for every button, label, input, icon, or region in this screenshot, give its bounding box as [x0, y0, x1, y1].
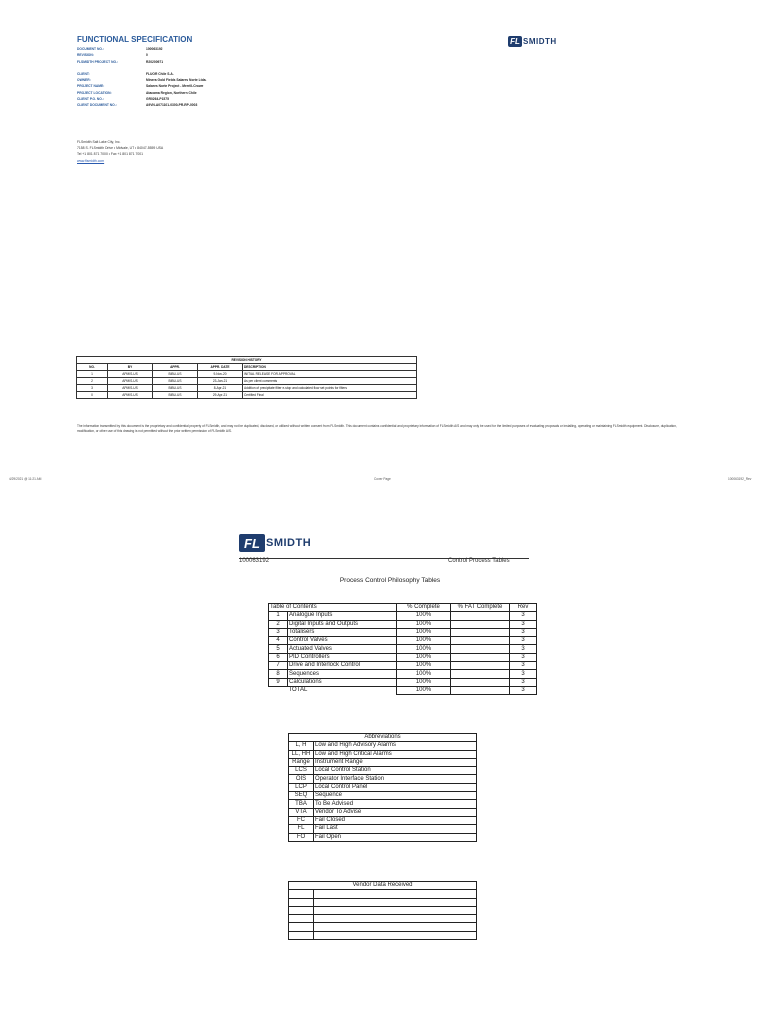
toc-number: 2: [269, 620, 288, 628]
logo-wordmark: SMIDTH: [523, 37, 557, 46]
abbreviation-meaning: Fail Last: [314, 825, 477, 833]
revision-row: [77, 378, 417, 385]
toc-rev: 3: [510, 628, 537, 636]
toc-rev: 3: [510, 645, 537, 653]
revision-cell: 2: [77, 378, 108, 385]
logo-wordmark: SMIDTH: [266, 537, 312, 549]
toc-header: % FAT Complete: [451, 604, 510, 612]
toc-title: Totalisers: [288, 628, 397, 636]
flsmidth-logo-sheet: [239, 534, 311, 552]
abbreviation-row: [289, 750, 477, 758]
toc-row: [269, 678, 537, 686]
toc-percent: 100%: [397, 662, 451, 670]
metadata-value: 0: [146, 53, 148, 58]
abbreviation-code: VTA: [289, 808, 314, 816]
website-link[interactable]: www.flsmidth.com: [77, 158, 105, 163]
abbreviation-code: Range: [289, 758, 314, 766]
sheet-heading: Process Control Philosophy Tables: [339, 577, 441, 584]
sheet-document-number: 100063192: [239, 558, 270, 564]
toc-number: 8: [269, 670, 288, 678]
toc-number: 7: [269, 662, 288, 670]
metadata-key: PROJECT NAME:: [77, 84, 105, 89]
abbreviation-row: [289, 775, 477, 783]
abbreviation-row: [289, 783, 477, 791]
toc-percent: 100%: [397, 678, 451, 686]
toc-title: PID Controllers: [288, 653, 397, 661]
revision-cell: INITIAL RELEASE FOR APPROVAL: [243, 371, 417, 378]
toc-rev: 3: [510, 653, 537, 661]
abbreviations-table: [288, 733, 477, 842]
abbreviation-meaning: Fail Open: [314, 833, 477, 841]
abbreviation-code: FO: [289, 833, 314, 841]
abbreviation-meaning: Fail Closed: [314, 816, 477, 824]
document-metadata: [77, 46, 206, 109]
metadata-value: Salares Norte Project - Merrill-Crowe: [146, 84, 204, 89]
toc-header: % Complete: [397, 604, 451, 612]
revision-cell: BIBU-US: [153, 378, 198, 385]
company-address: [77, 139, 163, 164]
abbreviation-meaning: Vendor To Advise: [314, 808, 477, 816]
confidentiality-disclaimer: The information transmitted by this document is the proprietary and confidential property of FLSmidth, and may not be duplicated, disclosed, or utilized without written consent from FLSmidth. This document contains confidential and proprietary information of FLSmidth A/S and may only be used for the limited purposes of evaluating proposals or installing, operating or maintaining FLSmidth equipment. Disclosure, duplication, modification, or other use of this drawing is not permitted without the prior written permission of FLSmidth A/S.: [77, 424, 677, 433]
toc-total-label: TOTAL: [288, 687, 308, 694]
abbreviation-row: [289, 758, 477, 766]
metadata-row: [77, 102, 206, 108]
toc-header: Table of Contents: [269, 604, 397, 612]
toc-percent: 100%: [397, 620, 451, 628]
toc-title: Calculations: [288, 678, 397, 686]
vendor-cell: [289, 923, 314, 931]
abbreviation-row: [289, 808, 477, 816]
vendor-cell: [314, 931, 477, 939]
abbreviation-meaning: To Be Advised: [314, 800, 477, 808]
vendor-row: [289, 923, 477, 931]
column-header: APPR. DATE: [198, 364, 243, 371]
abbreviation-code: FL: [289, 825, 314, 833]
logo-mark: FL: [239, 534, 265, 552]
toc-rev: 3: [510, 662, 537, 670]
toc-percent: 100%: [397, 653, 451, 661]
revision-cell: As per client comments: [243, 378, 417, 385]
abbreviation-row: [289, 742, 477, 750]
revision-row: [77, 385, 417, 392]
toc-fat: [451, 612, 510, 620]
metadata-value: 100063192: [146, 47, 163, 51]
revision-cell: 1: [77, 371, 108, 378]
column-header: NO.: [77, 364, 108, 371]
metadata-key: CLIENT P.O. NO.:: [77, 97, 104, 102]
toc-percent: 100%: [397, 612, 451, 620]
revision-cell: BIBU-US: [153, 371, 198, 378]
toc-title: Sequences: [288, 670, 397, 678]
vendor-row: [289, 890, 477, 898]
toc-rev: 3: [510, 637, 537, 645]
metadata-group-document: [77, 46, 206, 65]
metadata-value: GR0264-P1575: [146, 97, 169, 102]
revision-cell: 23-Jan-21: [198, 378, 243, 385]
toc-title: Analogue Inputs: [288, 612, 397, 620]
abbreviation-row: [289, 792, 477, 800]
revision-row: [77, 392, 417, 399]
vendor-row: [289, 906, 477, 914]
revision-cell: APMIS-US: [108, 378, 153, 385]
revision-history-title: REVISION HISTORY: [77, 357, 417, 364]
abbreviation-code: LCS: [289, 767, 314, 775]
abbreviation-meaning: Local Control Panel: [314, 783, 477, 791]
toc-row: [269, 645, 537, 653]
vendor-cell: [314, 898, 477, 906]
toc-percent: 100%: [397, 637, 451, 645]
toc-rev: 3: [510, 670, 537, 678]
metadata-key: OWNER:: [77, 78, 91, 83]
address-line: Tel +1 801 871 7000 • Fax +1 801 871 7001: [77, 152, 144, 157]
toc-fat: [451, 637, 510, 645]
toc-fat: [451, 678, 510, 686]
revision-cell: APMIS-US: [108, 371, 153, 378]
metadata-key: PROJECT LOCATION:: [77, 90, 112, 95]
metadata-value: R20200971: [146, 59, 164, 64]
abbreviation-meaning: Local Control Station: [314, 767, 477, 775]
vendor-row: [289, 915, 477, 923]
vendor-cell: [314, 923, 477, 931]
footer-timestamp: 4/29/2021 @ 11:21 AM: [9, 477, 42, 481]
toc-total-rev: 3: [510, 686, 537, 694]
vendor-cell: [289, 915, 314, 923]
toc-fat: [451, 620, 510, 628]
column-header: DESCRIPTION: [243, 364, 417, 371]
toc-fat: [451, 662, 510, 670]
revision-history-table: [76, 356, 417, 399]
abbreviation-row: [289, 833, 477, 841]
abbreviation-code: LL, HH: [289, 750, 314, 758]
vendor-cell: [289, 931, 314, 939]
toc-row: [269, 662, 537, 670]
vendor-cell: [289, 890, 314, 898]
toc-percent: 100%: [397, 670, 451, 678]
toc-title: Digital Inputs and Outputs: [288, 620, 397, 628]
address-line: 7158 S. FLSmidth Drive • Midvale, UT • 84047-5559 USA: [77, 146, 164, 151]
toc-row: [269, 620, 537, 628]
metadata-group-client: [77, 71, 206, 109]
toc-number: 3: [269, 628, 288, 636]
address-line: FLSmidth Salt Lake City, Inc.: [77, 140, 121, 144]
toc-rev: 3: [510, 678, 537, 686]
abbreviation-code: TBA: [289, 800, 314, 808]
vendor-cell: [314, 906, 477, 914]
abbreviation-meaning: Low and High Advisory Alarms: [314, 742, 477, 750]
vendor-cell: [289, 898, 314, 906]
flsmidth-logo: [508, 36, 557, 47]
revision-cell: 3: [77, 385, 108, 392]
abbreviation-code: SEQ: [289, 792, 314, 800]
vendor-cell: [314, 915, 477, 923]
revision-cell: 0: [77, 392, 108, 399]
abbreviations-title: Abbreviations: [289, 734, 477, 742]
toc-number: 6: [269, 653, 288, 661]
toc-header: Rev: [510, 604, 537, 612]
abbreviation-code: LCP: [289, 783, 314, 791]
toc-number: 5: [269, 645, 288, 653]
revision-cell: 8-Apr-21: [198, 385, 243, 392]
column-header: APPR.: [153, 364, 198, 371]
toc-total-fat: [451, 686, 510, 694]
footer-page-name: Cover Page: [374, 477, 391, 481]
toc-row: [269, 637, 537, 645]
revision-cell: BIBU-US: [153, 385, 198, 392]
abbreviation-row: [289, 767, 477, 775]
column-header: BY: [108, 364, 153, 371]
toc-row: [269, 670, 537, 678]
abbreviation-meaning: Sequence: [314, 792, 477, 800]
vendor-row: [289, 931, 477, 939]
toc-title: Control Valves: [288, 637, 397, 645]
metadata-value: FLUOR Chile S.A.: [146, 71, 174, 76]
toc-title: Drive and Interlock Control: [288, 662, 397, 670]
metadata-key: FLSMIDTH PROJECT NO.:: [77, 59, 119, 64]
metadata-value: Minera Gold Fields Salares Norte Ltda.: [146, 78, 207, 83]
vendor-data-title: Vendor Data Received: [289, 882, 477, 890]
toc-title: Actuated Valves: [288, 645, 397, 653]
toc-row: [269, 612, 537, 620]
toc-row: [269, 628, 537, 636]
toc-row: [269, 653, 537, 661]
abbreviation-meaning: Operator Interface Station: [314, 775, 477, 783]
metadata-key: DOCUMENT NO.:: [77, 47, 104, 51]
metadata-key: REVISION:: [77, 53, 94, 58]
abbreviation-meaning: Instrument Range: [314, 758, 477, 766]
toc-percent: 100%: [397, 628, 451, 636]
sheet-section-title: Control Process Tables: [448, 558, 510, 564]
document-title: FUNCTIONAL SPECIFICATION: [77, 35, 193, 44]
metadata-key: CLIENT DOCUMENT NO.:: [77, 103, 117, 108]
logo-mark: FL: [508, 36, 522, 47]
table-of-contents: [268, 603, 537, 695]
metadata-key: CLIENT:: [77, 71, 90, 76]
toc-percent: 100%: [397, 645, 451, 653]
revision-cell: 9-Nov-20: [198, 371, 243, 378]
revision-cell: 29-Apr-21: [198, 392, 243, 399]
abbreviation-code: OIS: [289, 775, 314, 783]
revision-cell: Addition of precipitate filter e-stop and calculated flow set points for filters: [243, 385, 417, 392]
abbreviation-row: [289, 800, 477, 808]
revision-cell: Certified Final: [243, 392, 417, 399]
toc-number: 4: [269, 637, 288, 645]
revision-cell: BIBU-US: [153, 392, 198, 399]
toc-total-percent: 100%: [397, 686, 451, 694]
vendor-cell: [314, 890, 477, 898]
vendor-cell: [289, 906, 314, 914]
toc-number: 1: [269, 612, 288, 620]
toc-fat: [451, 645, 510, 653]
abbreviation-code: FC: [289, 816, 314, 824]
toc-fat: [451, 670, 510, 678]
toc-fat: [451, 653, 510, 661]
revision-row: [77, 371, 417, 378]
toc-rev: 3: [510, 620, 537, 628]
abbreviation-row: [289, 816, 477, 824]
revision-cell: APMIS-US: [108, 392, 153, 399]
abbreviation-meaning: Low and High Critical Alarms: [314, 750, 477, 758]
abbreviation-row: [289, 825, 477, 833]
toc-number: 9: [269, 678, 288, 686]
toc-rev: 3: [510, 612, 537, 620]
metadata-value: Atacama Region, Northern Chile: [146, 90, 197, 95]
toc-fat: [451, 628, 510, 636]
abbreviation-code: L, H: [289, 742, 314, 750]
revision-cell: APMIS-US: [108, 385, 153, 392]
footer-file-name: 100063192_Rev: [728, 477, 752, 481]
vendor-row: [289, 898, 477, 906]
metadata-value: A9VN-A071101-0300-PR-RP-0003: [146, 103, 198, 108]
vendor-data-table: [288, 881, 477, 940]
